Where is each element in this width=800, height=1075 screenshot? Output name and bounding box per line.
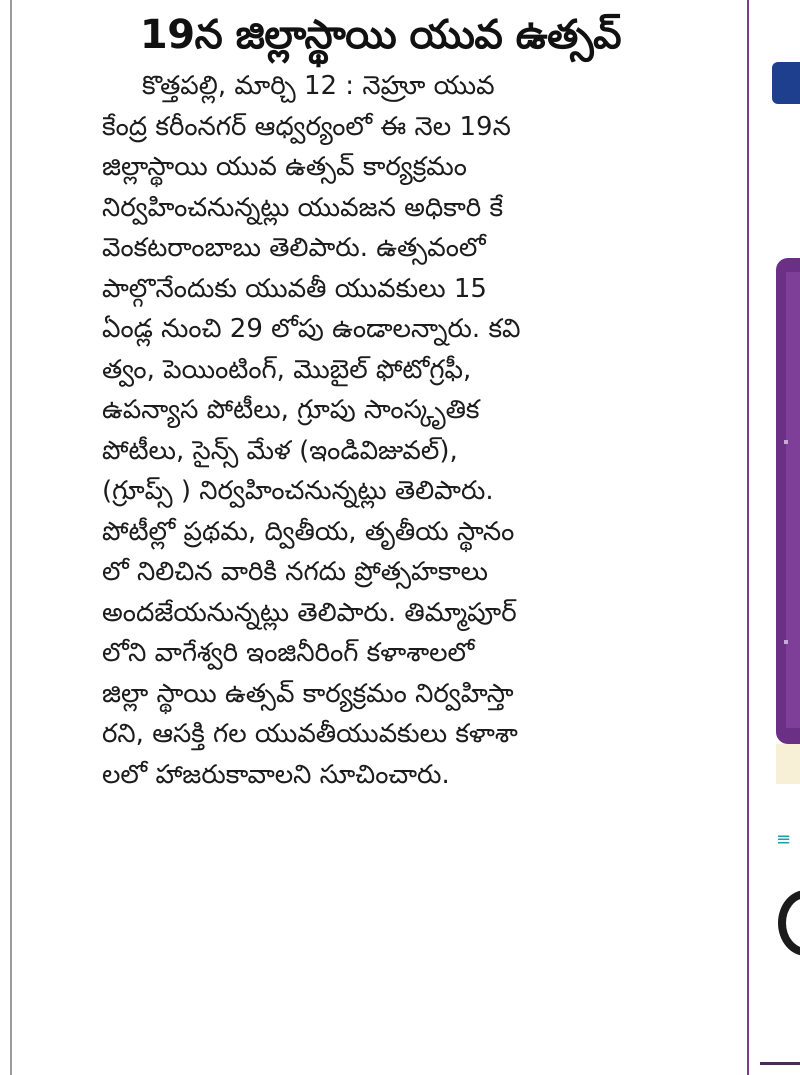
ad-dot [784,440,788,444]
article-line: అందజేయనున్నట్లు తెలిపారు. తిమ్మాపూర్ [102,597,517,628]
article-line: లోని వాగేశ్వరి ఇంజినీరింగ్ కళాశాలలో [102,638,475,668]
article-line: త్వం, పెయింటింగ్, మొబైల్ ఫోటోగ్రఫీ, [102,354,472,385]
article-line: పోటీలు, సైన్స్ మేళ (ఇండివిజువల్), [102,435,458,466]
ad-circle-icon [778,890,800,956]
ad-dot [784,640,788,644]
article-line: నిర్వహించనున్నట్లు యువజన అధికారి కే [102,192,504,223]
ad-arrow-icon: ≡ [776,829,792,850]
news-article [28,0,733,1075]
ad-border-rule [747,0,749,1075]
article-body [28,66,733,795]
article-line: జిల్లా స్థాయి ఉత్సవ్ కార్యక్రమం నిర్వహిస్తా [102,678,514,709]
article-headline: 19న జిల్లాస్థాయి యువ ఉత్సవ్ [139,12,622,58]
article-line: కొత్తపల్లి, మార్చి 12 : నెహ్రూ యువ [142,71,495,101]
article-line: లలో హాజరుకావాలని సూచించారు. [102,759,450,790]
ad-bottom-rule [760,1062,800,1065]
article-line: కేంద్ర కరీంనగర్ ఆధ్వర్యంలో ఈ నెల 19న [102,111,511,142]
article-line: జిల్లాస్థాయి యువ ఉత్సవ్ కార్యక్రమం [102,152,467,182]
ad-panel-inner [786,272,800,728]
adjacent-advertisement [760,0,800,1075]
article-line: లో నిలిచిన వారికి నగదు ప్రోత్సహకాలు [102,557,489,587]
article-line: ఉపన్యాస పోటీలు, గ్రూపు సాంస్కృతిక [102,395,480,425]
ad-logo-fragment [772,62,800,104]
column-rule-left [10,0,12,1075]
article-line: పాల్గొనేందుకు యువతీ యువకులు 15 [102,273,487,304]
article-line: ఏండ్ల నుంచి 29 లోపు ఉండాలన్నారు. కవి [102,314,521,344]
article-line: వెంకటరాంబాబు తెలిపారు. ఉత్సవంలో [102,233,486,263]
ad-strip [776,744,800,784]
article-line: రని, ఆసక్తి గల యువతీయువకులు కళాశా [102,719,518,749]
article-line: (గ్రూప్స్ ) నిర్వహించనున్నట్లు తెలిపారు. [102,476,494,506]
article-line: పోటీల్లో ప్రథమ, ద్వితీయ, తృతీయ స్థానం [102,516,515,547]
